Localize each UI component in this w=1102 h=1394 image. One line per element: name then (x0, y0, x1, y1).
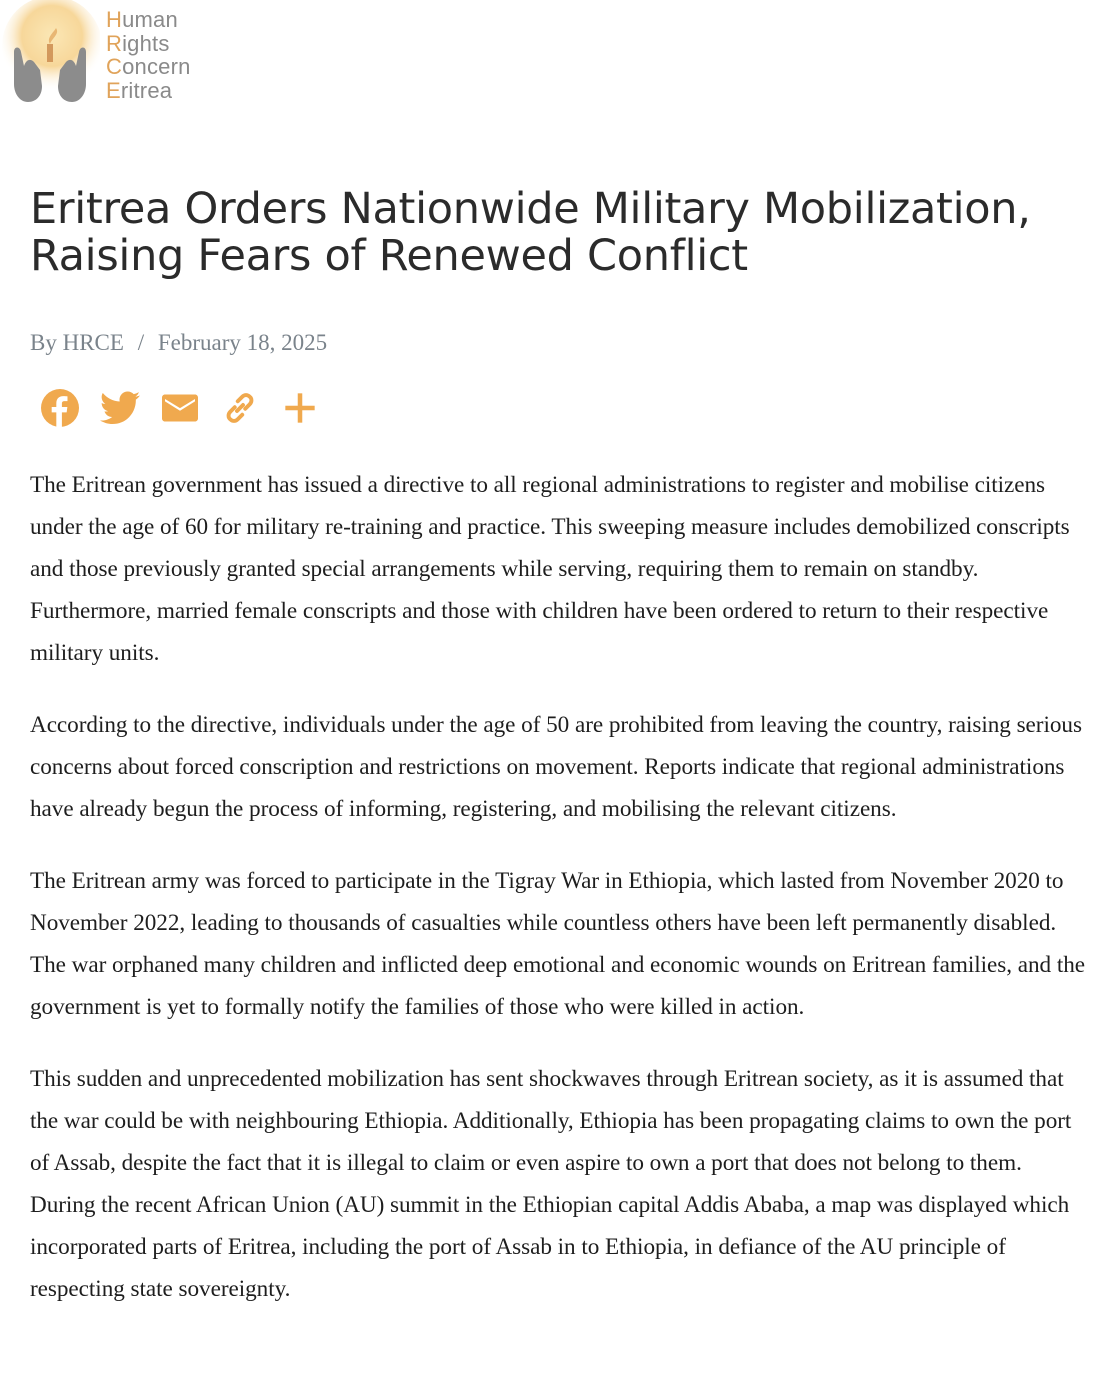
logo-word-3: Concern (106, 54, 191, 79)
share-email-button[interactable] (160, 386, 200, 430)
byline-label: By (30, 330, 57, 355)
logo-initial: E (106, 77, 121, 103)
article-title-line-1: Eritrea Orders Nationwide Military Mobilization, (30, 184, 1031, 234)
article-paragraph-1: The Eritrean government has issued a directive to all regional administrations to register and mobilise citizens under the age of 60 for military re-training and practice. This sweeping measure includes demobilized conscripts and those previously granted special arrangements while serving, requiring them to remain on standby. Furthermore, married female conscripts and those with children have been ordered to return to their respective military units. (30, 472, 1070, 666)
logo-wordmark (106, 8, 191, 102)
logo-initial: H (106, 7, 123, 32)
logo-word-1: Human (106, 7, 178, 32)
article-paragraph-4: This sudden and unprecedented mobilization has sent shockwaves through Eritrean society, as it is assumed that the war could be with neighbouring Ethiopia. Additionally, Ethiopia has been propagating claims to own the port of Assab, despite the fact that it is illegal to claim or even aspire to own a port that does not belong to them. During the recent African Union (AU) summit in the Ethiopian capital Addis Ababa, a map was displayed which incorporated parts of Eritrea, including the port of Assab in to Ethiopia, in defiance of the AU principle of respecting state sovereignty. (30, 1066, 1072, 1302)
copy-link-button[interactable] (220, 386, 260, 430)
article-paragraph-2: According to the directive, individuals under the age of 50 are prohibited from leaving the country, raising serious concerns about forced conscription and restrictions on movement. Reports indicate that regional administrations have already begun the process of informing, registering, and mobilising the relevant citizens. (30, 712, 1082, 822)
facebook-icon (41, 389, 79, 427)
plus-icon (284, 392, 316, 424)
article-title-line-2: Raising Fears of Renewed Conflict (30, 231, 748, 281)
article-body (30, 464, 1090, 1340)
article-byline (30, 328, 327, 358)
byline-separator: / (137, 330, 145, 355)
logo-initial: R (106, 30, 123, 56)
site-header (0, 0, 1102, 120)
share-more-button[interactable] (280, 386, 320, 430)
logo-initial: C (106, 54, 123, 79)
author-link[interactable]: HRCE (62, 330, 124, 355)
publish-date: February 18, 2025 (157, 330, 328, 355)
logo-word-2: Rights (106, 30, 170, 56)
email-icon (162, 394, 198, 422)
twitter-icon (100, 391, 140, 425)
logo-word-4: Eritrea (106, 77, 173, 103)
share-facebook-button[interactable] (40, 386, 80, 430)
site-logo[interactable] (0, 0, 230, 115)
article-title (30, 186, 1080, 280)
copy-link-icon (222, 390, 258, 426)
logo-hands-torch-icon (0, 0, 100, 112)
article-paragraph-3: The Eritrean army was forced to participate in the Tigray War in Ethiopia, which lasted from November 2020 to November 2022, leading to thousands of casualties while countless others have been left permanently disabled. The war orphaned many children and inflicted deep emotional and economic wounds on Eritrean families, and the government is yet to formally notify the families of those who were killed in action. (30, 868, 1086, 1020)
share-twitter-button[interactable] (100, 386, 140, 430)
share-bar (40, 386, 340, 430)
